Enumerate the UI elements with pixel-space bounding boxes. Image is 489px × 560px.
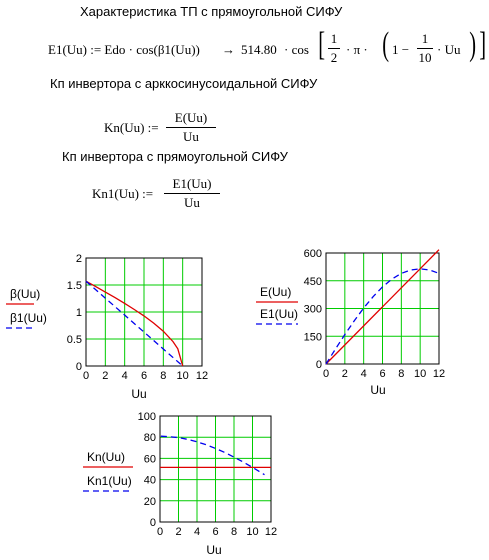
- x-tick-label: 6: [212, 526, 219, 538]
- formula-e1-value: 514.80: [241, 42, 277, 57]
- x-tick-label: 6: [140, 370, 148, 382]
- x-tick-label: 10: [414, 368, 427, 380]
- formula-e1-paren-right: ): [469, 26, 477, 63]
- x-tick-label: 0: [322, 368, 330, 380]
- y-tick-label: 40: [143, 474, 156, 487]
- y-tick-label: 60: [143, 453, 156, 466]
- x-tick-label: 12: [432, 368, 446, 380]
- heading-rectangular-sifu-gain: Кп инвертора с прямоугольной СИФУ: [62, 149, 288, 164]
- x-tick-label: 2: [175, 526, 182, 538]
- formula-kn1-lhs: Kn1(Uu) :=: [92, 186, 154, 201]
- legend-label: E1(Uu): [260, 307, 299, 321]
- formula-kn-lhs: Kn(Uu) :=: [104, 120, 159, 135]
- formula-kn-fraction: [166, 110, 216, 145]
- x-tick-label: 4: [360, 368, 367, 380]
- legend-label: Kn(Uu): [87, 450, 126, 464]
- formula-e1-paren-left: (: [382, 26, 390, 63]
- formula-e1-tenth-bar: [417, 48, 433, 49]
- x-tick-label: 12: [264, 526, 278, 538]
- y-tick-label: 1.5: [66, 280, 82, 292]
- x-axis-label: Uu: [370, 383, 386, 397]
- y-tick-label: 0.5: [66, 334, 82, 346]
- formula-e1-half-bar: [328, 48, 340, 49]
- formula-e1-tenth-num: 1: [421, 31, 429, 46]
- formula-kn1-bar: [164, 193, 220, 194]
- y-tick-label: 150: [303, 331, 322, 344]
- x-tick-label: 8: [398, 368, 405, 380]
- formula-kn1-den: Uu: [184, 195, 200, 210]
- formula-kn1-fraction: [164, 176, 220, 211]
- chart-beta-group: [6, 253, 208, 401]
- x-tick-label: 4: [121, 370, 128, 382]
- formula-kn-bar: [166, 127, 216, 128]
- y-tick-label: 80: [143, 432, 156, 445]
- plot-frame: [326, 253, 439, 364]
- legend-label: Kn1(Uu): [87, 474, 132, 488]
- y-tick-label: 0: [315, 359, 322, 371]
- formula-e1-uu: · Uu: [437, 42, 461, 57]
- formula-e1-half-num: 1: [330, 31, 338, 46]
- y-tick-label: 1: [75, 307, 82, 319]
- x-tick-label: 6: [379, 368, 386, 380]
- legend-label: E(Uu): [260, 285, 292, 299]
- formula-e1-tenth: [417, 31, 433, 66]
- plot-frame: [160, 416, 271, 522]
- chart-e-group: [256, 248, 445, 397]
- formula-e1-bracket-right: ]: [479, 26, 487, 63]
- x-tick-label: 0: [156, 526, 164, 538]
- formula-e1-pi: · π ·: [346, 42, 368, 57]
- legend-label: β1(Uu): [10, 311, 47, 325]
- formula-e1-lhs: E1(Uu) := Edo · cos(β1(Uu)): [48, 42, 200, 57]
- x-tick-label: 12: [195, 370, 209, 382]
- plot-border: [86, 258, 202, 366]
- x-tick-label: 2: [341, 368, 348, 380]
- y-tick-label: 0: [75, 361, 82, 373]
- series-line-secondary: [86, 281, 183, 366]
- x-tick-label: 10: [176, 370, 189, 382]
- x-tick-label: 0: [82, 370, 90, 382]
- x-tick-label: 2: [102, 370, 109, 382]
- formula-e1-half: [328, 31, 340, 66]
- heading-arccos-sifu-gain: Кп инвертора с арккосинусоидальной СИФУ: [50, 76, 318, 91]
- formula-kn1-num: E1(Uu): [172, 176, 212, 191]
- formula-e1-one-minus: 1 −: [392, 42, 410, 57]
- x-axis-label: Uu: [131, 387, 147, 401]
- x-tick-label: 4: [193, 526, 201, 538]
- y-tick-label: 300: [303, 303, 322, 316]
- x-axis-label: Uu: [206, 543, 222, 557]
- y-tick-label: 2: [75, 253, 82, 265]
- plot-border: [160, 416, 271, 522]
- formula-e1-cos: · cos: [284, 42, 309, 57]
- y-tick-label: 0: [149, 517, 156, 529]
- series-line-primary: [86, 281, 183, 366]
- y-tick-label: 100: [137, 411, 156, 423]
- heading-rectangular-sifu-characteristic: Характеристика ТП с прямоугольной СИФУ: [80, 4, 343, 19]
- series-line-secondary: [326, 269, 439, 364]
- formula-kn-num: E(Uu): [174, 110, 208, 125]
- legend-label: β(Uu): [10, 287, 41, 301]
- plot-frame: [86, 258, 202, 366]
- plot-border: [326, 253, 439, 364]
- formula-e1-bracket-left: [: [318, 26, 326, 63]
- formula-e1-arrow: →: [222, 42, 235, 57]
- formula-kn-den: Uu: [183, 129, 199, 144]
- formula-e1-tenth-den: 10: [418, 50, 432, 65]
- series-line-secondary: [161, 436, 265, 475]
- y-tick-label: 600: [303, 248, 322, 260]
- x-tick-label: 10: [246, 526, 259, 538]
- formula-e1-half-den: 2: [330, 50, 338, 65]
- series-line-primary: [326, 250, 439, 364]
- y-tick-label: 450: [303, 275, 322, 288]
- chart-kn-group: [83, 411, 277, 557]
- x-tick-label: 8: [160, 370, 167, 382]
- x-tick-label: 8: [230, 526, 238, 538]
- y-tick-label: 20: [143, 495, 156, 508]
